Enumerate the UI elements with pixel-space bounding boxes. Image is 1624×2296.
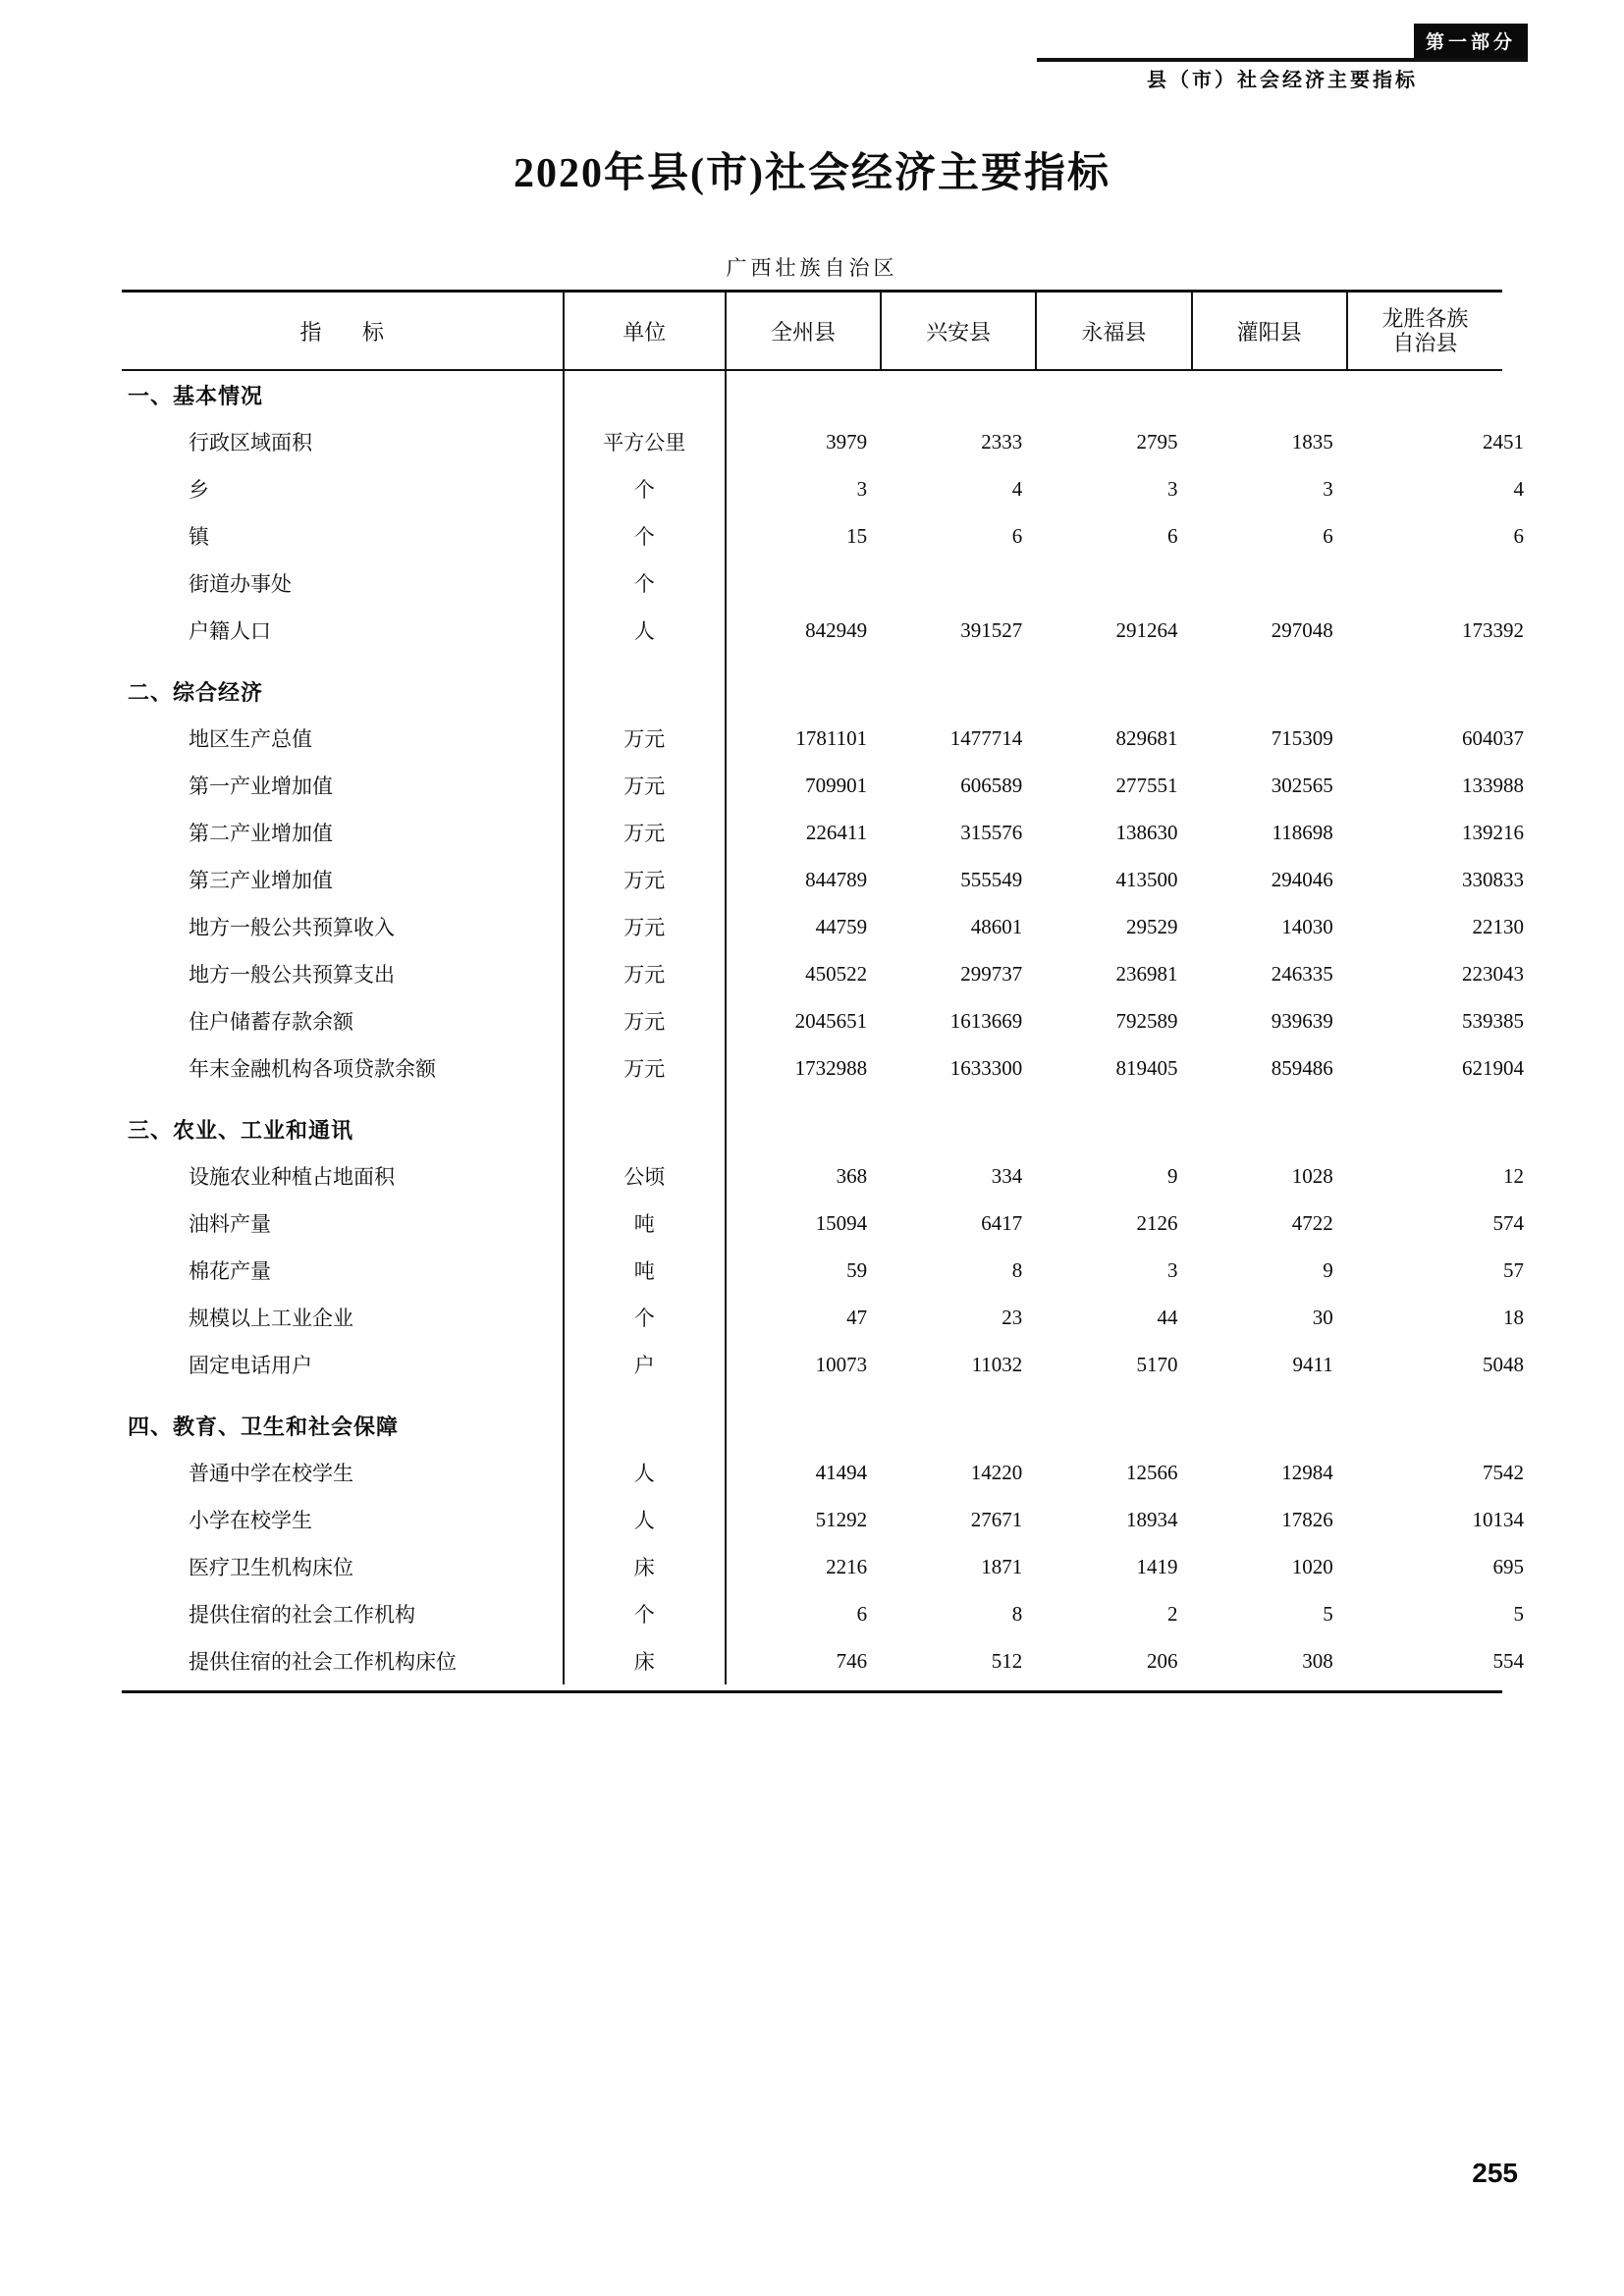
row-value-cell: 11032: [971, 1352, 1023, 1376]
column-header-yongfu: 永福县: [1036, 293, 1191, 370]
row-value-cell: 1732988: [794, 1055, 868, 1080]
section-heading-unit: [564, 667, 726, 715]
row-value-cell: 3: [1167, 1257, 1178, 1282]
row-value-cell: [1192, 560, 1347, 607]
row-value-cell: 5048: [1483, 1352, 1524, 1376]
row-value-cell: [726, 560, 881, 607]
row-unit-label: 万元: [564, 1044, 726, 1092]
row-value-cell: 30: [1312, 1305, 1333, 1329]
section-heading-row: [122, 667, 1502, 715]
row-value-cell: 554: [1492, 1648, 1524, 1673]
row-value-cell: 4: [1011, 476, 1023, 501]
row-indicator-label: 乡: [122, 465, 564, 512]
table-row: [122, 1294, 1502, 1341]
table-row: [122, 1200, 1502, 1247]
row-value-cell: 7542: [1483, 1460, 1524, 1484]
row-unit-label: 万元: [564, 809, 726, 856]
row-value-cell: 297048: [1271, 617, 1333, 642]
row-indicator-label: 医疗卫生机构床位: [122, 1543, 564, 1590]
row-indicator-label: 行政区域面积: [122, 418, 564, 465]
row-value-cell: 15094: [815, 1210, 868, 1235]
row-value-cell: 48601: [970, 914, 1023, 938]
row-value-cell: 1633300: [949, 1055, 1023, 1080]
table-row: [122, 809, 1502, 856]
section-heading-label: 四、教育、卫生和社会保障: [122, 1402, 564, 1449]
row-value-cell: 5: [1513, 1601, 1524, 1626]
row-value-cell: 621904: [1462, 1055, 1524, 1080]
table-bottom-rule: [122, 1690, 1502, 1693]
row-indicator-label: 镇: [122, 512, 564, 560]
running-header: [0, 24, 1624, 92]
row-value-cell: 334: [991, 1163, 1023, 1188]
row-indicator-label: 普通中学在校学生: [122, 1449, 564, 1496]
row-unit-label: 床: [564, 1637, 726, 1684]
row-value-cell: 842949: [805, 617, 868, 642]
row-unit-label: 吨: [564, 1247, 726, 1294]
row-value-cell: 291264: [1115, 617, 1178, 642]
column-header-row: [122, 293, 1502, 370]
row-value-cell: 27671: [970, 1507, 1023, 1531]
row-value-cell: 133988: [1462, 773, 1524, 797]
section-heading-value: [1192, 667, 1347, 715]
row-unit-label: 个: [564, 1590, 726, 1637]
row-unit-label: 万元: [564, 856, 726, 903]
row-unit-label: 户: [564, 1341, 726, 1388]
row-value-cell: 368: [836, 1163, 868, 1188]
row-indicator-label: 年末金融机构各项贷款余额: [122, 1044, 564, 1092]
statistics-table: [122, 290, 1524, 1684]
row-value-cell: 9: [1167, 1163, 1178, 1188]
row-value-cell: 12566: [1126, 1460, 1178, 1484]
row-value-cell: 695: [1492, 1554, 1524, 1578]
row-value-cell: 3: [1167, 476, 1178, 501]
table-row: [122, 465, 1502, 512]
row-value-cell: 6: [1513, 523, 1524, 548]
row-value-cell: 709901: [805, 773, 868, 797]
row-indicator-label: 地方一般公共预算收入: [122, 903, 564, 950]
header-rule: [1037, 58, 1528, 62]
row-value-cell: 236981: [1115, 961, 1178, 986]
row-value-cell: 15: [846, 523, 868, 548]
section-heading-row: [122, 1105, 1502, 1152]
column-header-quanzhou: 全州县: [726, 293, 881, 370]
row-indicator-label: 棉花产量: [122, 1247, 564, 1294]
row-indicator-label: 第二产业增加值: [122, 809, 564, 856]
section-heading-value: [726, 1402, 881, 1449]
page-number: 255: [1472, 2158, 1518, 2188]
row-value-cell: 539385: [1462, 1008, 1524, 1033]
row-value-cell: 59: [846, 1257, 868, 1282]
page-title: 2020年县(市)社会经济主要指标: [514, 151, 1110, 196]
table-row: [122, 1449, 1502, 1496]
table-row: [122, 1341, 1502, 1388]
row-value-cell: 299737: [960, 961, 1023, 986]
row-indicator-label: 第一产业增加值: [122, 762, 564, 809]
row-value-cell: 1781101: [795, 725, 868, 750]
section-heading-value: [1192, 1105, 1347, 1152]
row-indicator-label: 设施农业种植占地面积: [122, 1152, 564, 1200]
section-heading-value: [881, 667, 1036, 715]
row-value-cell: [1369, 560, 1524, 607]
section-heading-value: [726, 1105, 881, 1152]
section-spacer-row: [122, 1092, 1502, 1105]
part-tab-label: 第一部分: [1414, 24, 1528, 59]
column-header-longsheng-line1: 龙胜各族: [1381, 305, 1469, 331]
row-value-cell: 4: [1513, 476, 1524, 501]
section-heading-unit: [564, 1105, 726, 1152]
section-heading-label: 三、农业、工业和通讯: [122, 1105, 564, 1152]
row-value-cell: 391527: [960, 617, 1023, 642]
row-value-cell: 829681: [1115, 725, 1178, 750]
row-value-cell: 1871: [981, 1554, 1023, 1578]
section-heading-unit: [564, 370, 726, 418]
table-row: [122, 997, 1502, 1044]
section-spacer-row: [122, 654, 1502, 667]
row-unit-label: 万元: [564, 762, 726, 809]
section-heading-value: [1192, 370, 1347, 418]
section-spacer-row: [122, 1388, 1502, 1402]
row-indicator-label: 第三产业增加值: [122, 856, 564, 903]
table-row: [122, 762, 1502, 809]
row-indicator-label: 提供住宿的社会工作机构床位: [122, 1637, 564, 1684]
section-heading-label: 二、综合经济: [122, 667, 564, 715]
row-unit-label: 平方公里: [564, 418, 726, 465]
row-value-cell: 47: [846, 1305, 868, 1329]
row-value-cell: 746: [836, 1648, 868, 1673]
row-indicator-label: 住户储蓄存款余额: [122, 997, 564, 1044]
row-value-cell: 1419: [1136, 1554, 1178, 1578]
row-value-cell: 859486: [1271, 1055, 1333, 1080]
section-heading-row: [122, 370, 1502, 418]
row-indicator-label: 地区生产总值: [122, 715, 564, 762]
row-value-cell: 3979: [826, 429, 868, 454]
row-value-cell: 6: [1323, 523, 1333, 548]
row-value-cell: 14220: [970, 1460, 1023, 1484]
section-heading-label: 一、基本情况: [122, 370, 564, 418]
row-unit-label: 万元: [564, 997, 726, 1044]
section-heading-value: [881, 1402, 1036, 1449]
row-unit-label: 公顷: [564, 1152, 726, 1200]
row-value-cell: 606589: [960, 773, 1023, 797]
row-unit-label: 人: [564, 607, 726, 654]
row-unit-label: 人: [564, 1449, 726, 1496]
region-subtitle: 广西壮族自治区: [726, 256, 898, 280]
table-row: [122, 560, 1502, 607]
row-value-cell: 574: [1492, 1210, 1524, 1235]
table-header: [122, 292, 1502, 371]
row-value-cell: 246335: [1271, 961, 1333, 986]
row-value-cell: 44: [1157, 1305, 1178, 1329]
row-value-cell: 1835: [1291, 429, 1333, 454]
row-value-cell: 8: [1011, 1601, 1023, 1626]
statistics-table-container: [122, 290, 1524, 1684]
row-value-cell: 2045651: [794, 1008, 868, 1033]
section-heading-value: [1369, 1402, 1524, 1449]
row-value-cell: 792589: [1115, 1008, 1178, 1033]
row-value-cell: 118698: [1272, 820, 1333, 844]
row-value-cell: 23: [1001, 1305, 1023, 1329]
row-value-cell: 844789: [805, 867, 868, 891]
row-value-cell: 1020: [1291, 1554, 1333, 1578]
section-heading-value: [1036, 1105, 1191, 1152]
row-value-cell: 18934: [1126, 1507, 1178, 1531]
table-row: [122, 1590, 1502, 1637]
table-row: [122, 950, 1502, 997]
row-value-cell: 6: [1167, 523, 1178, 548]
row-indicator-label: 规模以上工业企业: [122, 1294, 564, 1341]
row-unit-label: 人: [564, 1496, 726, 1543]
row-indicator-label: 小学在校学生: [122, 1496, 564, 1543]
section-heading-value: [1036, 667, 1191, 715]
row-value-cell: 512: [991, 1648, 1023, 1673]
table-row: [122, 1152, 1502, 1200]
row-value-cell: 22130: [1472, 914, 1524, 938]
row-indicator-label: 户籍人口: [122, 607, 564, 654]
table-row: [122, 856, 1502, 903]
row-unit-label: 床: [564, 1543, 726, 1590]
row-value-cell: 302565: [1271, 773, 1333, 797]
table-body: [122, 370, 1524, 1684]
row-value-cell: [1036, 560, 1191, 607]
row-value-cell: 2: [1167, 1601, 1178, 1626]
row-indicator-label: 固定电话用户: [122, 1341, 564, 1388]
row-unit-label: 个: [564, 1294, 726, 1341]
row-value-cell: 413500: [1115, 867, 1178, 891]
row-value-cell: 41494: [815, 1460, 868, 1484]
row-value-cell: 9411: [1292, 1352, 1333, 1376]
row-value-cell: 6417: [981, 1210, 1023, 1235]
row-value-cell: 139216: [1462, 820, 1524, 844]
column-header-unit: 单位: [564, 293, 726, 370]
row-value-cell: 10134: [1472, 1507, 1524, 1531]
column-header-xingan: 兴安县: [881, 293, 1036, 370]
row-value-cell: 315576: [960, 820, 1023, 844]
running-header-title: 县（市）社会经济主要指标: [1147, 70, 1418, 91]
row-value-cell: 138630: [1115, 820, 1178, 844]
row-value-cell: 555549: [960, 867, 1023, 891]
row-indicator-label: 提供住宿的社会工作机构: [122, 1590, 564, 1637]
row-value-cell: 939639: [1271, 1008, 1333, 1033]
section-heading-value: [1036, 370, 1191, 418]
row-value-cell: 206: [1147, 1648, 1178, 1673]
table-row: [122, 1247, 1502, 1294]
row-value-cell: 226411: [805, 820, 868, 844]
row-value-cell: 4722: [1291, 1210, 1333, 1235]
table-row: [122, 1637, 1502, 1684]
row-value-cell: 9: [1323, 1257, 1333, 1282]
row-value-cell: 819405: [1115, 1055, 1178, 1080]
row-value-cell: 330833: [1462, 867, 1524, 891]
row-unit-label: 个: [564, 512, 726, 560]
row-unit-label: 个: [564, 465, 726, 512]
row-indicator-label: 油料产量: [122, 1200, 564, 1247]
row-value-cell: 12984: [1281, 1460, 1333, 1484]
table-row: [122, 1543, 1502, 1590]
section-heading-value: [726, 370, 881, 418]
row-value-cell: 2216: [826, 1554, 868, 1578]
row-value-cell: 10073: [815, 1352, 868, 1376]
row-value-cell: 1613669: [949, 1008, 1023, 1033]
row-unit-label: 万元: [564, 950, 726, 997]
row-value-cell: 57: [1503, 1257, 1524, 1282]
row-value-cell: 18: [1503, 1305, 1524, 1329]
row-unit-label: 吨: [564, 1200, 726, 1247]
row-unit-label: 个: [564, 560, 726, 607]
section-heading-value: [1369, 1105, 1524, 1152]
row-value-cell: 2795: [1136, 429, 1178, 454]
table-row: [122, 607, 1502, 654]
section-heading-value: [1192, 1402, 1347, 1449]
row-value-cell: [881, 560, 1036, 607]
row-value-cell: 715309: [1271, 725, 1333, 750]
row-value-cell: 5: [1323, 1601, 1333, 1626]
row-value-cell: 450522: [805, 961, 868, 986]
row-value-cell: 223043: [1462, 961, 1524, 986]
table-row: [122, 903, 1502, 950]
column-header-guanyang: 灌阳县: [1192, 293, 1347, 370]
table-row: [122, 715, 1502, 762]
table-row: [122, 418, 1502, 465]
section-heading-value: [726, 667, 881, 715]
section-heading-value: [881, 1105, 1036, 1152]
section-heading-value: [881, 370, 1036, 418]
row-indicator-label: 地方一般公共预算支出: [122, 950, 564, 997]
row-value-cell: 1477714: [949, 725, 1023, 750]
row-value-cell: 8: [1011, 1257, 1023, 1282]
section-heading-value: [1369, 667, 1524, 715]
row-value-cell: 5170: [1136, 1352, 1178, 1376]
row-value-cell: 29529: [1126, 914, 1178, 938]
row-value-cell: 3: [1323, 476, 1333, 501]
table-row: [122, 512, 1502, 560]
row-unit-label: 万元: [564, 903, 726, 950]
section-heading-row: [122, 1402, 1502, 1449]
section-heading-value: [1369, 370, 1524, 418]
row-value-cell: 2333: [981, 429, 1023, 454]
row-value-cell: 6: [856, 1601, 868, 1626]
row-unit-label: 万元: [564, 715, 726, 762]
row-value-cell: 6: [1011, 523, 1023, 548]
row-value-cell: 17826: [1281, 1507, 1333, 1531]
row-value-cell: 44759: [815, 914, 868, 938]
section-heading-value: [1036, 1402, 1191, 1449]
row-indicator-label: 街道办事处: [122, 560, 564, 607]
column-header-indicator: 指 标: [122, 293, 564, 370]
row-value-cell: 2451: [1483, 429, 1524, 454]
table-row: [122, 1044, 1502, 1092]
row-value-cell: 1028: [1291, 1163, 1333, 1188]
row-value-cell: 3: [856, 476, 868, 501]
row-value-cell: 51292: [815, 1507, 868, 1531]
row-value-cell: 173392: [1462, 617, 1524, 642]
row-value-cell: 2126: [1136, 1210, 1178, 1235]
column-header-longsheng: [1347, 293, 1502, 370]
row-value-cell: 277551: [1115, 773, 1178, 797]
row-value-cell: 294046: [1271, 867, 1333, 891]
row-value-cell: 12: [1503, 1163, 1524, 1188]
section-heading-unit: [564, 1402, 726, 1449]
row-value-cell: 308: [1302, 1648, 1333, 1673]
row-value-cell: 604037: [1462, 725, 1524, 750]
table-row: [122, 1496, 1502, 1543]
column-header-longsheng-line2: 自治县: [1392, 331, 1458, 355]
row-value-cell: 14030: [1281, 914, 1333, 938]
